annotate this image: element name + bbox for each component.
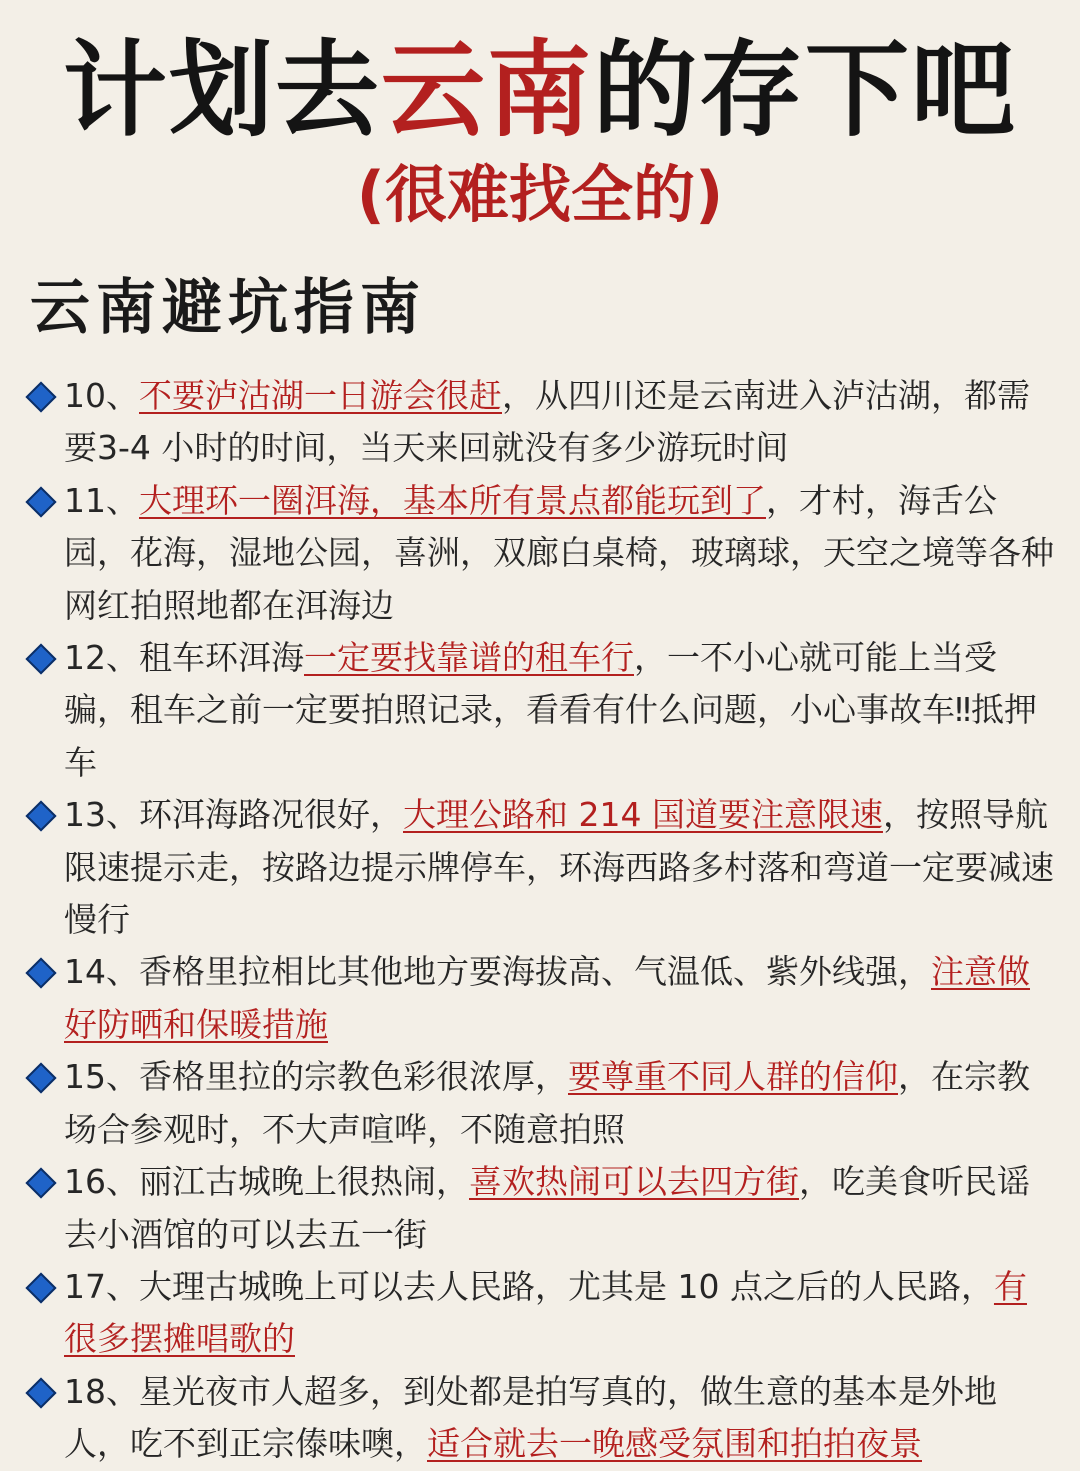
tip-text: 15、香格里拉的宗教色彩很浓厚， bbox=[64, 1057, 568, 1097]
tip-highlight: 适合就去一晚感受氛围和拍拍夜景 bbox=[427, 1424, 922, 1464]
tip-highlight: 大理环一圈洱海，基本所有景点都能玩到了 bbox=[139, 480, 766, 520]
diamond-bullet-icon bbox=[25, 1063, 56, 1094]
tip-text: ，在宗教场合参观时，不大声喧哗，不随意拍照 bbox=[64, 1057, 1030, 1149]
tip-text: ，一不小心就可能上当受骗，租车之前一定要拍照记录，看看有什么问题，小心事故车‼抵押车 bbox=[64, 638, 1038, 782]
title-text-after: 的存下吧 bbox=[593, 29, 1018, 151]
tip-text: 18、星光夜市人超多，到处都是拍写真的，做生意的基本是外地人，吃不到正宗傣味噢， bbox=[64, 1371, 997, 1464]
tip-item-18 bbox=[0, 1366, 1080, 1471]
tip-highlight: 要尊重不同人群的信仰 bbox=[568, 1057, 898, 1097]
tip-highlight: 不要泸沽湖一日游会很赶 bbox=[139, 376, 502, 415]
tip-text: ，从四川还是云南进入泸沽湖，都需要3-4 小时的时间，当天来回就没有多少游玩时间 bbox=[64, 376, 1030, 468]
tip-item-10 bbox=[0, 370, 1080, 475]
tip-item-11 bbox=[0, 475, 1080, 632]
tip-text: 13、环洱海路况很好， bbox=[64, 795, 403, 835]
tip-highlight: 一定要找靠谱的租车行 bbox=[304, 638, 634, 678]
tip-text: ，按照导航限速提示走，按路边提示牌停车，环海西路多村落和弯道一定要减速慢行 bbox=[64, 795, 1054, 940]
tip-item-16 bbox=[0, 1156, 1080, 1261]
tip-text: ，才村，海舌公园，花海，湿地公园，喜洲，双廊白桌椅，玻璃球，天空之境等各种网红拍照地都在洱海边 bbox=[64, 480, 1054, 625]
diamond-bullet-icon bbox=[25, 1168, 56, 1199]
tips-list bbox=[0, 370, 1080, 1471]
tip-highlight: 大理公路和 214 国道要注意限速 bbox=[403, 795, 883, 835]
title-text-before: 计划去 bbox=[62, 29, 381, 151]
diamond-bullet-icon bbox=[25, 643, 56, 674]
tip-text: 10、 bbox=[64, 376, 139, 415]
tip-highlight: 注意做好防晒和保暖措施 bbox=[64, 952, 1030, 1044]
diamond-bullet-icon bbox=[25, 958, 56, 989]
tip-item-17 bbox=[0, 1261, 1080, 1366]
tip-item-15 bbox=[0, 1051, 1080, 1156]
tip-item-14 bbox=[0, 946, 1080, 1051]
tip-text: 12、租车环洱海 bbox=[64, 638, 304, 678]
tip-text: 14、香格里拉相比其他地方要海拔高、气温低、紫外线强， bbox=[64, 952, 931, 992]
tip-item-12 bbox=[0, 632, 1080, 789]
diamond-bullet-icon bbox=[25, 1377, 56, 1408]
tip-highlight: 有很多摆摊唱歌的 bbox=[64, 1266, 1027, 1359]
section-title: 云南避坑指南 bbox=[30, 273, 426, 343]
tip-text: 17、大理古城晚上可以去人民路，尤其是 10 点之后的人民路， bbox=[64, 1266, 994, 1306]
diamond-bullet-icon bbox=[25, 1272, 56, 1303]
tip-item-13 bbox=[0, 789, 1080, 946]
tip-text: 16、丽江古城晚上很热闹， bbox=[64, 1162, 469, 1202]
tip-text: ，吃美食听民谣去小酒馆的可以去五一街 bbox=[64, 1162, 1030, 1254]
title-highlight: 云南 bbox=[380, 29, 593, 151]
diamond-bullet-icon bbox=[25, 801, 56, 832]
diamond-bullet-icon bbox=[25, 486, 56, 517]
tip-text: 11、 bbox=[64, 480, 139, 520]
page-title bbox=[0, 30, 1080, 150]
page-subtitle: (很难找全的) bbox=[356, 158, 724, 231]
diamond-bullet-icon bbox=[25, 381, 56, 412]
tip-highlight: 喜欢热闹可以去四方街 bbox=[469, 1162, 799, 1202]
